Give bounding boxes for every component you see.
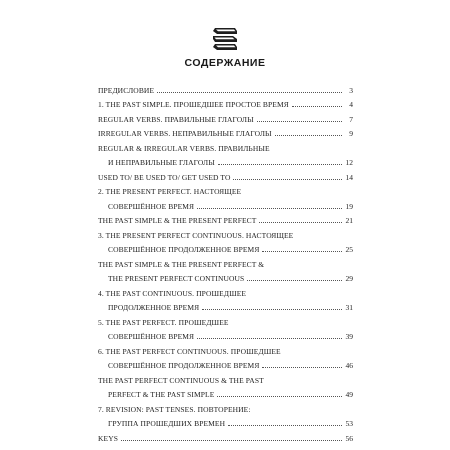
toc-entry-label: 4. THE PAST CONTINUOUS. ПРОШЕДШЕЕ xyxy=(98,288,247,298)
toc-entry-label: 7. REVISION: PAST TENSES. ПОВТОРЕНИЕ: xyxy=(98,404,251,414)
toc-entry xyxy=(98,298,353,313)
dot-leader xyxy=(218,164,342,165)
toc-entry-page-number: 3 xyxy=(349,85,353,95)
toc-entry xyxy=(98,109,353,124)
dot-leader xyxy=(228,425,342,426)
toc-entry-page-number: 39 xyxy=(345,332,353,341)
toc-entry xyxy=(98,138,353,153)
dot-leader xyxy=(257,121,342,122)
dot-leader xyxy=(247,280,342,281)
dot-leader xyxy=(197,208,342,209)
toc-entry xyxy=(98,356,353,371)
toc-entry-page-number: 7 xyxy=(349,114,353,124)
toc-entry-page-number: 9 xyxy=(349,129,353,138)
toc-entry xyxy=(98,399,353,414)
toc-entry-label: СОВЕРШЁННОЕ ВРЕМЯ xyxy=(108,201,195,211)
toc-entry-label: REGULAR & IRREGULAR VERBS. ПРАВИЛЬНЫЕ xyxy=(98,143,270,153)
toc-entry xyxy=(98,95,353,110)
toc-entry xyxy=(98,124,353,139)
toc-entry-label: 1. THE PAST SIMPLE. ПРОШЕДШЕЕ ПРОСТОЕ ВРЕМЯ xyxy=(98,100,289,109)
toc-entry xyxy=(98,196,353,211)
dot-leader xyxy=(121,440,342,441)
dot-leader xyxy=(262,367,342,368)
dot-leader xyxy=(157,92,342,93)
toc-entry-page-number: 12 xyxy=(345,158,353,167)
toc-entry xyxy=(98,254,353,269)
toc-entry-label: 5. THE PAST PERFECT. ПРОШЕДШЕЕ xyxy=(98,317,229,327)
toc-entry-label: ПРЕДИСЛОВИЕ xyxy=(98,85,155,95)
toc-entry-label: THE PAST PERFECT CONTINUOUS & THE PAST xyxy=(98,375,264,385)
toc-entry-label: THE PRESENT PERFECT CONTINUOUS xyxy=(108,274,245,283)
toc-entry-page-number: 19 xyxy=(345,201,353,211)
toc-entry xyxy=(98,225,353,240)
toc-entry-page-number: 53 xyxy=(345,419,353,428)
books-stack-icon xyxy=(211,27,239,51)
dot-leader xyxy=(217,396,342,397)
toc-entry-label: IRREGULAR VERBS. НЕПРАВИЛЬНЫЕ ГЛАГОЛЫ xyxy=(98,129,272,138)
toc-entry-page-number: 25 xyxy=(345,245,353,254)
toc-entry-label: USED TO/ BE USED TO/ GET USED TO xyxy=(98,172,231,182)
page-title: СОДЕРЖАНИЕ xyxy=(184,57,266,69)
toc-entry xyxy=(98,370,353,385)
toc-entry-label: KEYS xyxy=(98,433,118,443)
toc-entry xyxy=(98,428,353,443)
toc-entry-label: 6. THE PAST PERFECT CONTINUOUS. ПРОШЕДШЕЕ xyxy=(98,346,281,356)
toc-entry-page-number: 21 xyxy=(345,216,353,225)
toc-entry-label: СОВЕРШЁННОЕ ВРЕМЯ xyxy=(108,332,195,341)
toc-entry-label: THE PAST SIMPLE & THE PRESENT PERFECT xyxy=(98,216,257,225)
toc-entry xyxy=(98,269,353,284)
toc-entry xyxy=(98,283,353,298)
toc-entry xyxy=(98,167,353,182)
toc-entry xyxy=(98,327,353,342)
toc-entry xyxy=(98,240,353,255)
toc-entry xyxy=(98,414,353,429)
toc-entry-page-number: 56 xyxy=(345,433,353,443)
toc-entry-label: 2. THE PRESENT PERFECT. НАСТОЯЩЕЕ xyxy=(98,187,242,196)
dot-leader xyxy=(292,106,342,107)
dot-leader xyxy=(233,179,342,180)
toc-entry-label: ПРОДОЛЖЕННОЕ ВРЕМЯ xyxy=(108,303,200,312)
toc-entry xyxy=(98,341,353,356)
toc-entry-label: ГРУППА ПРОШЕДШИХ ВРЕМЕН xyxy=(108,419,226,428)
toc-entry-label: PERFECT & THE PAST SIMPLE xyxy=(108,390,215,399)
toc-entry xyxy=(98,385,353,400)
toc-entry-page-number: 29 xyxy=(345,274,353,283)
toc-entry-page-number: 46 xyxy=(345,361,353,370)
toc-entry-label: 3. THE PRESENT PERFECT CONTINUOUS. НАСТОЯЩЕЕ xyxy=(98,230,294,240)
dot-leader xyxy=(275,135,342,136)
toc-entry-page-number: 4 xyxy=(349,100,353,109)
toc-entry-label: THE PAST SIMPLE & THE PRESENT PERFECT & xyxy=(98,259,265,269)
toc-entry xyxy=(98,211,353,226)
toc-entry-label: И НЕПРАВИЛЬНЫЕ ГЛАГОЛЫ xyxy=(108,158,215,167)
dot-leader xyxy=(202,309,342,310)
dot-leader xyxy=(259,222,342,223)
toc-entry xyxy=(98,153,353,168)
toc-entry-page-number: 31 xyxy=(345,303,353,312)
dot-leader xyxy=(197,338,342,339)
toc-entry-label: REGULAR VERBS. ПРАВИЛЬНЫЕ ГЛАГОЛЫ xyxy=(98,114,254,124)
toc-entry-label: СОВЕРШЁННОЕ ПРОДОЛЖЕННОЕ ВРЕМЯ xyxy=(108,245,260,254)
table-of-contents xyxy=(98,80,353,443)
toc-entry-page-number: 49 xyxy=(345,390,353,399)
toc-entry-label: СОВЕРШЁННОЕ ПРОДОЛЖЕННОЕ ВРЕМЯ xyxy=(108,361,260,370)
toc-entry xyxy=(98,182,353,197)
toc-entry xyxy=(98,80,353,95)
toc-entry-page-number: 14 xyxy=(345,172,353,182)
toc-entry xyxy=(98,312,353,327)
dot-leader xyxy=(262,251,342,252)
